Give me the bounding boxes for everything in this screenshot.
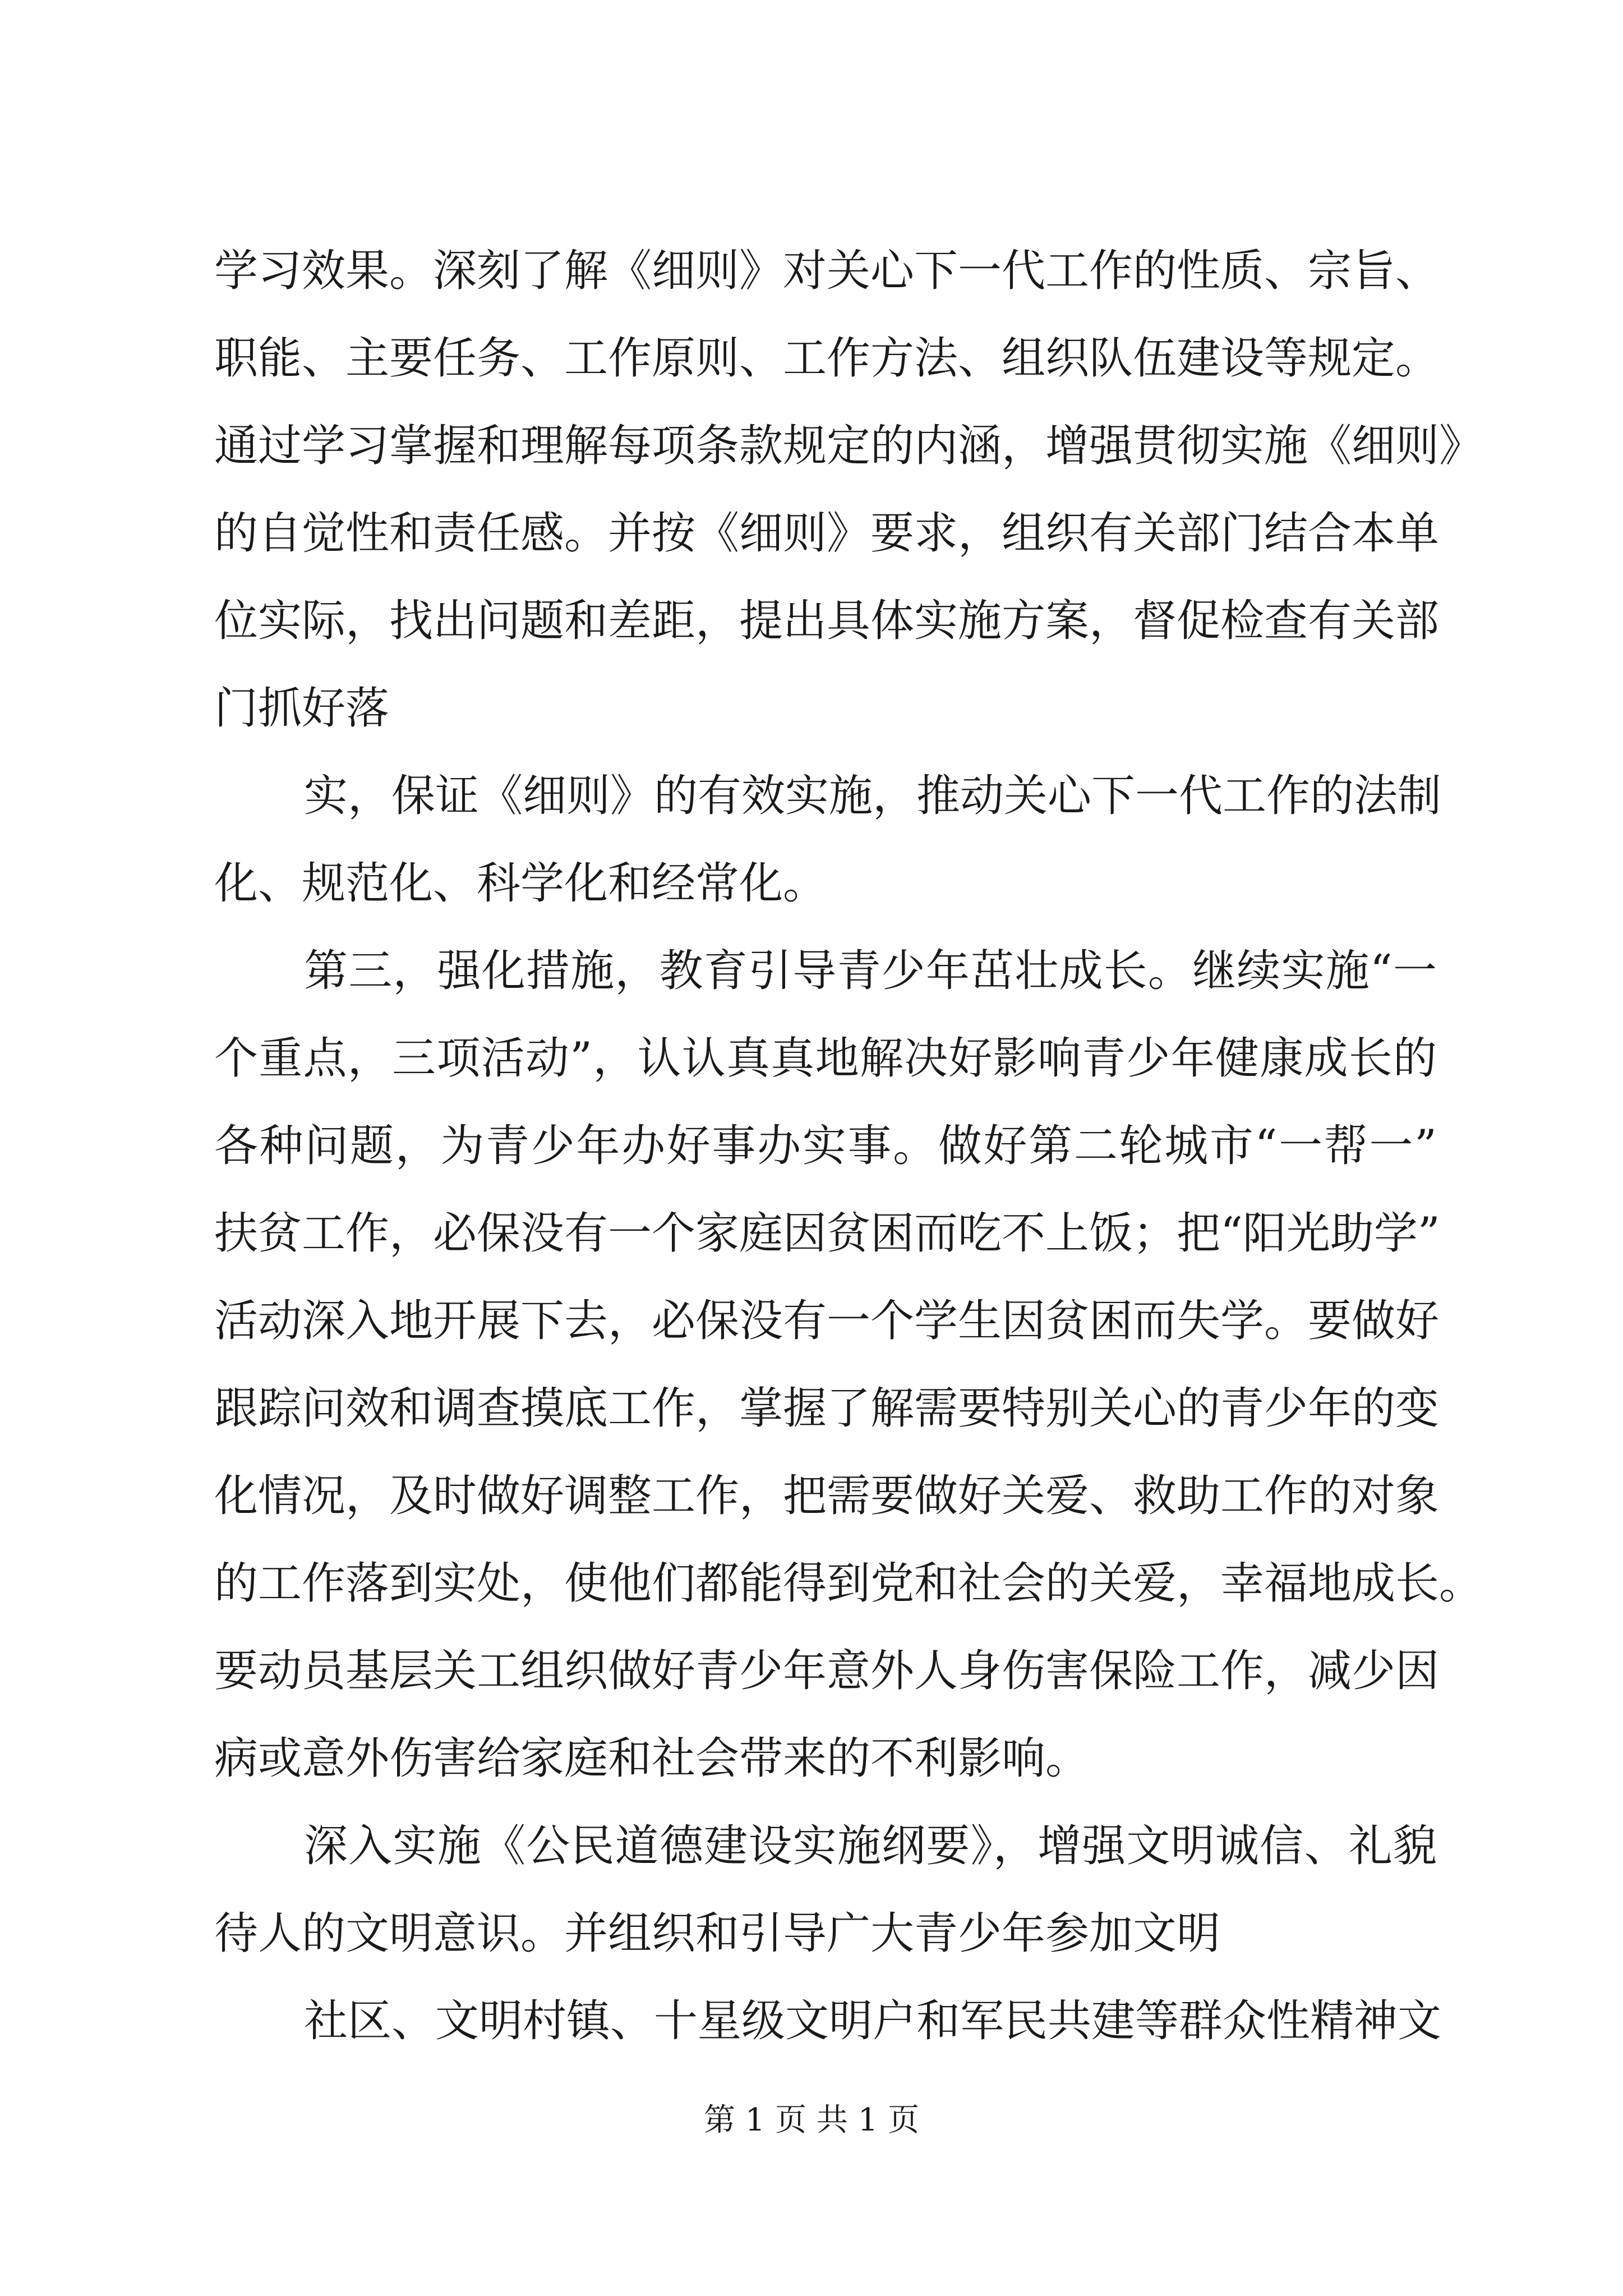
text-line: 位实际，找出问题和差距，提出具体实施方案，督促检查有关部 — [214, 596, 1440, 646]
document-body — [214, 227, 1483, 2065]
text-line: 通过学习掌握和理解每项条款规定的内涵，增强贯彻实施《细则》 — [214, 421, 1483, 471]
text-line: 化情况，及时做好调整工作，把需要做好关爱、救助工作的对象 — [214, 1471, 1440, 1521]
text-line: 病或意外伤害给家庭和社会带来的不利影响。 — [214, 1733, 1090, 1784]
text-line: 的工作落到实处，使他们都能得到党和社会的关爱，幸福地成长。 — [214, 1558, 1483, 1609]
page-number-footer: 第 1 页 共 1 页 — [703, 2102, 920, 2138]
text-line: 深入实施《公民道德建设实施纲要》，增强文明诚信、礼貌 — [304, 1821, 1437, 1871]
text-line: 各种问题，为青少年办好事办实事。做好第二轮城市“一帮一” — [214, 1121, 1437, 1171]
text-line: 职能、主要任务、工作原则、工作方法、组织队伍建设等规定。 — [214, 333, 1440, 384]
text-line: 社区、文明村镇、十星级文明户和军民共建等群众性精神文 — [304, 1996, 1442, 2046]
text-line: 学习效果。深刻了解《细则》对关心下一代工作的性质、宗旨、 — [214, 246, 1440, 296]
text-line: 化、规范化、科学化和经常化。 — [214, 858, 827, 909]
text-line: 活动深入地开展下去，必保没有一个学生因贫困而失学。要做好 — [214, 1296, 1440, 1346]
text-line: 实，保证《细则》的有效实施，推动关心下一代工作的法制 — [304, 771, 1442, 821]
text-line: 个重点，三项活动”，认认真真地解决好影响青少年健康成长的 — [214, 1033, 1437, 1084]
text-line: 的自觉性和责任感。并按《细则》要求，组织有关部门结合本单 — [214, 508, 1440, 559]
text-line: 第三，强化措施，教育引导青少年茁壮成长。继续实施“一 — [304, 946, 1437, 996]
text-line: 扶贫工作，必保没有一个家庭因贫困而吃不上饭；把“阳光助学” — [214, 1208, 1440, 1259]
text-line: 要动员基层关工组织做好青少年意外人身伤害保险工作，减少因 — [214, 1646, 1440, 1696]
text-line: 待人的文明意识。并组织和引导广大青少年参加文明 — [214, 1908, 1221, 1959]
text-line: 门抓好落 — [214, 683, 390, 734]
text-line: 跟踪问效和调查摸底工作，掌握了解需要特别关心的青少年的变 — [214, 1383, 1440, 1434]
